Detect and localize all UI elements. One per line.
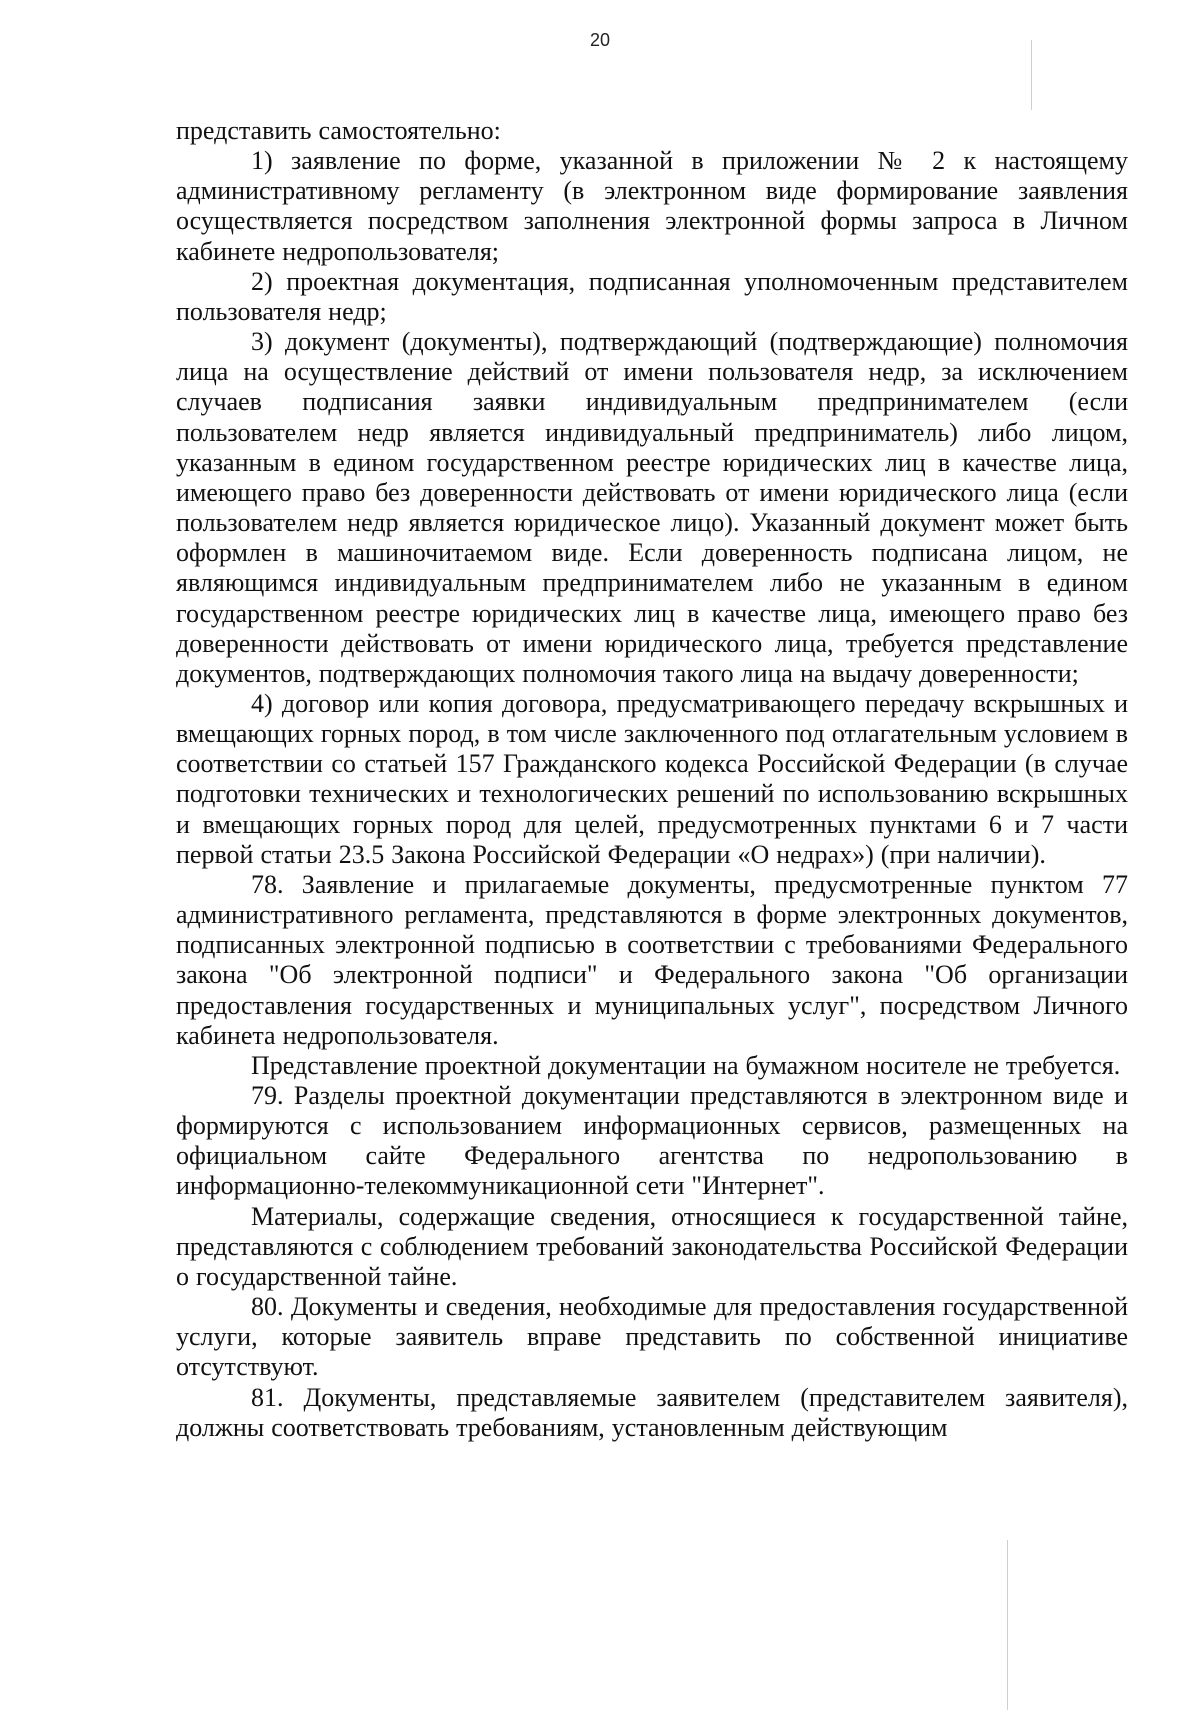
list-item-2: 2) проектная документация, подписанная уполномоченным представителем пользователя недр; bbox=[176, 266, 1128, 326]
paragraph-81: 81. Документы, представляемые заявителем (представителем заявителя), должны соответствовать требованиям, установленным действующим bbox=[176, 1382, 1128, 1442]
scan-fold-line-top bbox=[1031, 40, 1032, 110]
list-item-4: 4) договор или копия договора, предусматривающего передачу вскрышных и вмещающих горных пород, в том числе заключенного под отлагательным условием в соответствии со статьей 157 Гражданского кодекса Российской Федерации (в случае подготовки технических и технологических решений по использованию вскрышных и вмещающих горных пород для целей, предусмотренных пунктами 6 и 7 части первой статьи 23.5 Закона Российской Федерации «О недрах») (при наличии). bbox=[176, 688, 1128, 869]
paragraph-78: 78. Заявление и прилагаемые документы, предусмотренные пунктом 77 административного регламента, представляются в форме электронных документов, подписанных электронной подписью в соответствии с требованиями Федерального закона "Об электронной подписи" и Федерального закона "Об организации предоставления государственных и муниципальных услуг", посредством Личного кабинета недропользователя. bbox=[176, 869, 1128, 1050]
scan-fold-line-bottom bbox=[1007, 1540, 1008, 1710]
paragraph-79-materials: Материалы, содержащие сведения, относящиеся к государственной тайне, представляются с соблюдением требований законодательства Российской Федерации о государственной тайне. bbox=[176, 1201, 1128, 1291]
document-body bbox=[176, 116, 1128, 1443]
page-number: 20 bbox=[589, 30, 611, 50]
paragraph-intro: представить самостоятельно: bbox=[176, 116, 501, 145]
paragraph-79: 79. Разделы проектной документации представляются в электронном виде и формируются с использованием информационных сервисов, размещенных на официальном сайте Федерального агентства по недропользованию в информационно-телекоммуникационной сети "Интернет". bbox=[176, 1081, 1128, 1201]
list-item-3: 3) документ (документы), подтверждающий (подтверждающие) полномочия лица на осуществление действий от имени пользователя недр, за исключением случаев подписания заявки индивидуальным предпринимателем (если пользователем недр является индивидуальный предприниматель) либо лицом, указанным в едином государственном реестре юридических лиц в качестве лица, имеющего право без доверенности действовать от имени юридического лица (если пользователем недр является юридическое лицо). Указанный документ может быть оформлен в машиночитаемом виде. Если доверенность подписана лицом, не являющимся индивидуальным предпринимателем либо не указанным в едином государственном реестре юридических лиц в качестве лица, имеющего право без доверенности действовать от имени юридического лица, требуется представление документов, подтверждающих полномочия такого лица на выдачу доверенности; bbox=[176, 327, 1128, 688]
paragraph-78-note: Представление проектной документации на бумажном носителе не требуется. bbox=[251, 1050, 1121, 1080]
paragraph-80: 80. Документы и сведения, необходимые для предоставления государственной услуги, которые заявитель вправе представить по собственной инициативе отсутствуют. bbox=[176, 1292, 1128, 1382]
list-item-1: 1) заявление по форме, указанной в приложении № 2 к настоящему административному регламенту (в электронном виде формирование заявления осуществляется посредством заполнения электронной формы запроса в Личном кабинете недропользователя; bbox=[176, 146, 1128, 266]
